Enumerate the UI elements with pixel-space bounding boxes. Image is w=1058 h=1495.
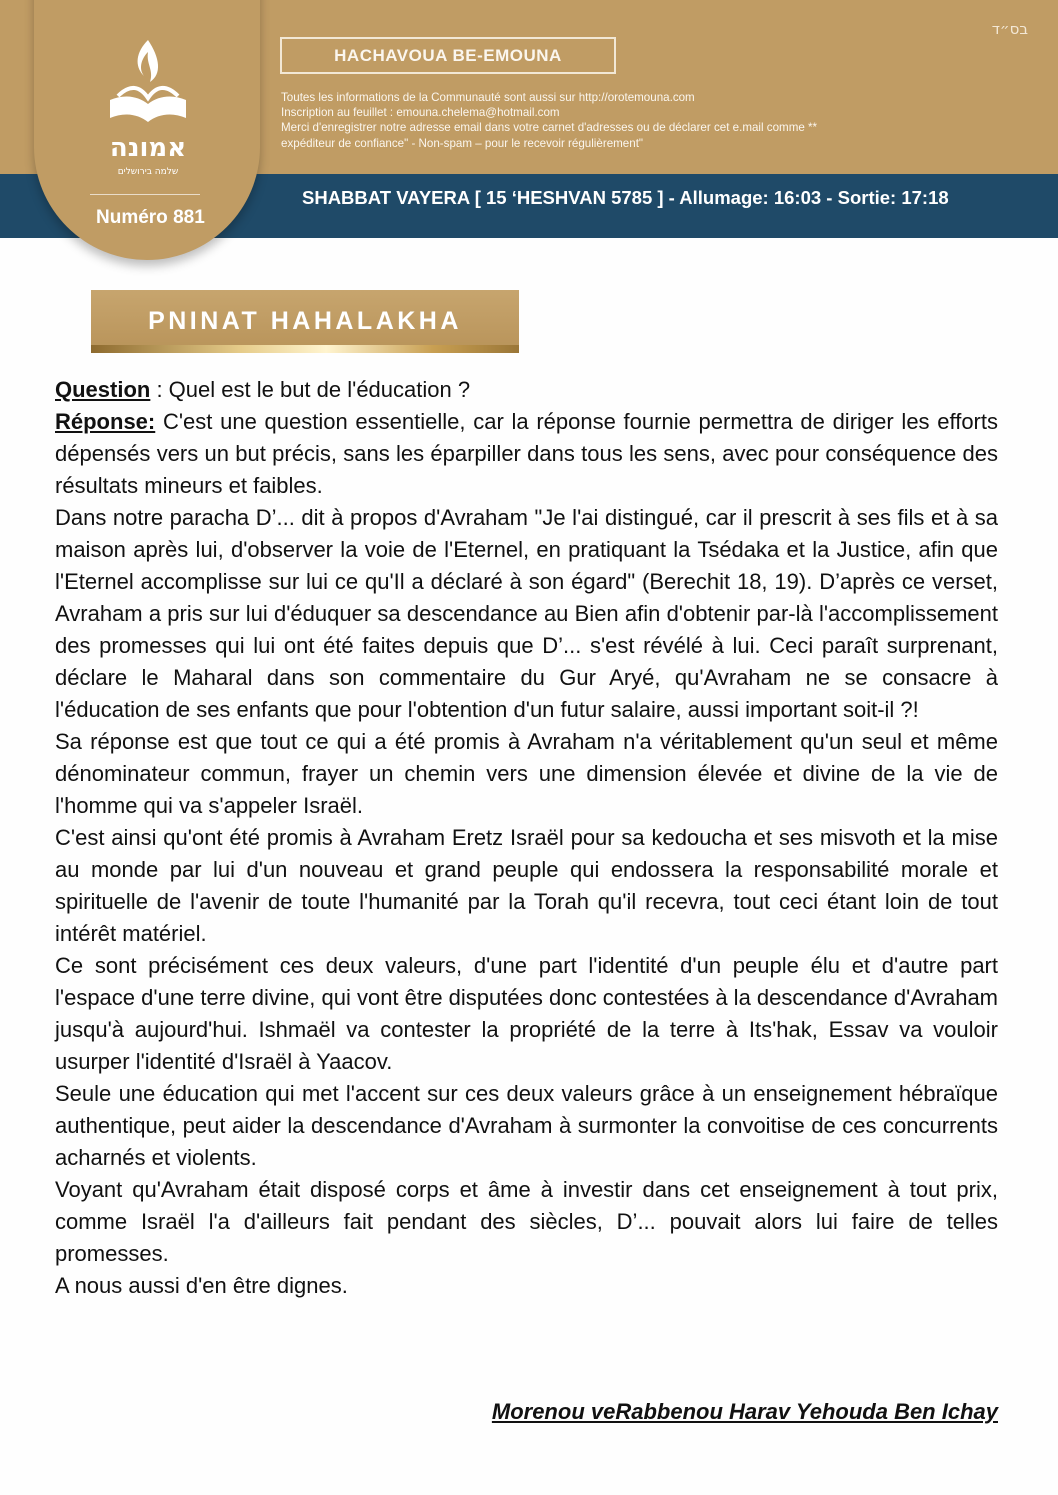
article-paragraph: Dans notre paracha D’... dit à propos d'Avraham "Je l'ai distingué, car il prescrit à ses fils et à sa maison après lui, d'observer la voie de l'Eternel, en pratiquant la Tsédaka et la Justice, afin que l'Eternel accomplisse sur lui ce qu'Il a déclaré à son égard" (Berechit 18, 19). D’après ce verset, Avraham a pris sur lui d'éduquer sa descendance au Bien afin d'obtenir par-là l'accomplissement des promesses qui lui ont été faites depuis que D’... s'est révélé à lui. Ceci paraît surprenant, déclare le Maharal dans son commentaire du Gur Aryé, qu'Avraham ne se consacre à l'éducation de ses enfants que pour l'obtention d'un futur salaire, aussi important soit-il ?! (55, 505, 998, 722)
article-paragraph: A nous aussi d'en être dignes. (55, 1273, 348, 1298)
info-line: expéditeur de confiance" - Non-spam – pour le recevoir régulièrement" (281, 136, 644, 150)
article-paragraph: Voyant qu'Avraham était disposé corps et âme à investir dans cet enseignement à tout prix, comme Israël l'a d'ailleurs fait pendant des siècles, D’... pouvait alors lui faire de telles promesses. (55, 1177, 998, 1266)
article-paragraph: Sa réponse est que tout ce qui a été promis à Avraham n'a véritablement qu'un seul et même dénominateur commun, frayer un chemin vers une dimension élevée et divine de la vie de l'homme qui va s'appeler Israël. (55, 729, 998, 818)
bsd-mark: בס״ד (991, 20, 1028, 38)
info-block (281, 90, 961, 151)
info-line: Toutes les informations de la Communauté sont aussi sur http://orotemouna.com (281, 91, 695, 104)
question-text: : Quel est le but de l'éducation ? (150, 377, 471, 402)
section-banner (91, 290, 519, 353)
banner-gold-strip (91, 345, 519, 353)
logo-hebrew-text: אמונה (109, 133, 187, 163)
article-body (55, 374, 998, 1302)
shabbat-date-line: SHABBAT VAYERA [ 15 ‘HESHVAN 5785 ] - Allumage: 16:03 - Sortie: 17:18 (302, 187, 949, 208)
issue-number: Numéro 881 (96, 207, 205, 228)
answer-text: C'est une question essentielle, car la réponse fournie permettra de diriger les efforts dépensés vers un but précis, sans les éparpiller dans tous les sens, avec pour conséquence des résultats mineurs et faibles. (55, 409, 998, 498)
article-paragraph: Seule une éducation qui met l'accent sur ces deux valeurs grâce à un enseignement hébraïque authentique, peut aider la descendance d'Avraham à surmonter la convoitise de ces concurrents acharnés et violents. (55, 1081, 998, 1170)
emouna-logo (98, 38, 198, 180)
section-title: PNINAT HAHALAKHA (148, 307, 462, 335)
answer-paragraph (55, 406, 998, 502)
question-label: Question (55, 377, 151, 402)
logo-divider (90, 194, 200, 195)
answer-label: Réponse: (55, 409, 156, 434)
logo-hebrew-subtext: שלמה בירושלים (117, 167, 179, 177)
info-line: Inscription au feuillet : emouna.chelema@hotmail.com (281, 106, 560, 120)
info-line: Merci d'enregistrer notre adresse email dans votre carnet d'adresses ou de déclarer cet e.mail comme ** (281, 121, 818, 135)
article-paragraph: C'est ainsi qu'ont été promis à Avraham Eretz Israël pour sa kedoucha et ses misvoth et la mise au monde par lui d'un nouveau et grand peuple qui endossera la responsabilité morale et spirituelle de l'avenir de toute l'humanité par la Torah qu'il recevra, tout ceci étant loin de tout intérêt matériel. (55, 825, 998, 946)
question-paragraph (55, 374, 998, 406)
article-paragraph: Ce sont précisément ces deux valeurs, d'une part l'identité d'un peuple élu et d'autre part l'espace d'une terre divine, qui vont être disputées donc contestées à la descendance d'Avraham jusqu'à aujourd'hui. Ishmaël va contester la propriété de la terre à Its'hak, Essav va vouloir usurper l'identité d'Israël à Yaacov. (55, 953, 998, 1074)
flame-icon (138, 40, 158, 82)
publication-title: HACHAVOUA BE-EMOUNA (280, 37, 616, 74)
author-signature: Morenou veRabbenou Harav Yehouda Ben Ichay (491, 1399, 998, 1424)
